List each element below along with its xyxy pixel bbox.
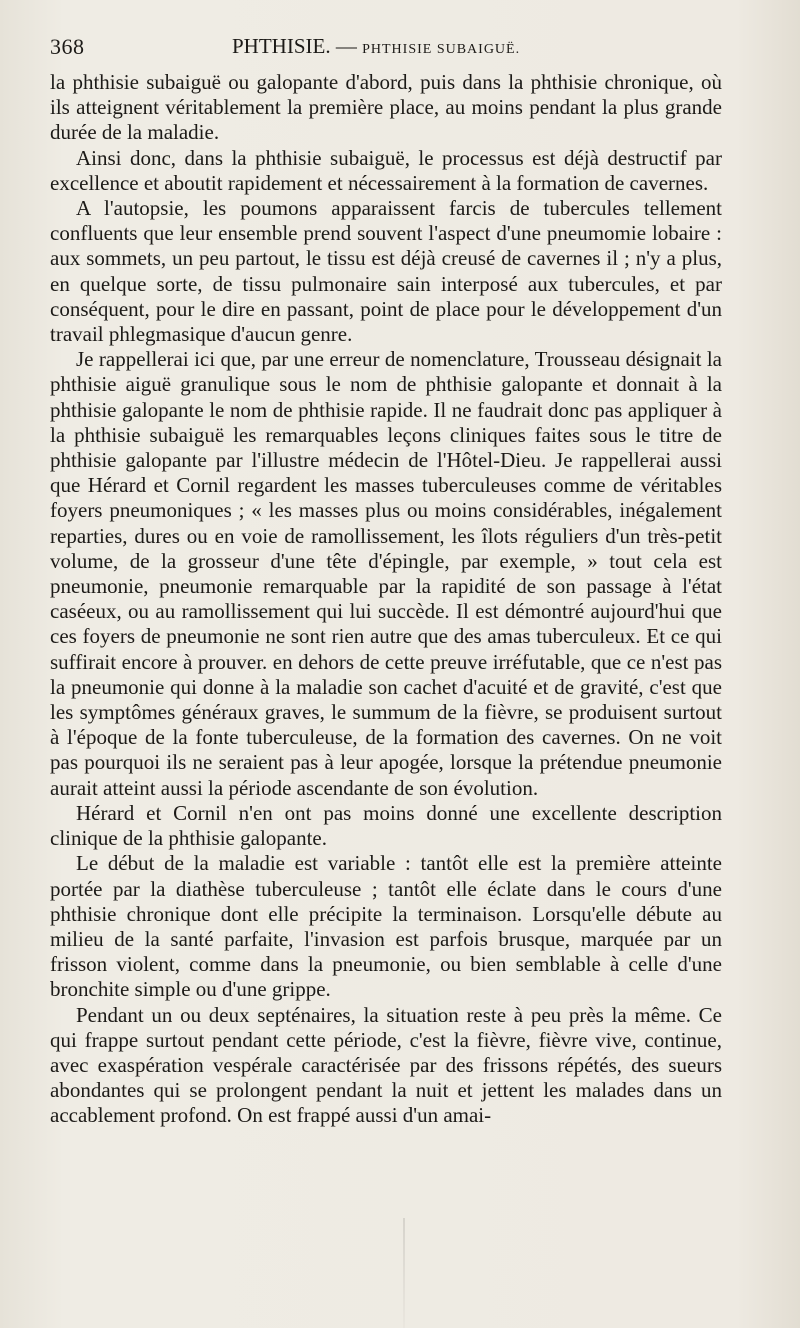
paragraph: Hérard et Cornil n'en ont pas moins donné une excellente description clinique de la phthisie galopante. [50, 800, 722, 851]
running-subtitle: PHTHISIE SUBAIGUË. [362, 42, 521, 57]
page-fold-shadow [403, 1218, 405, 1328]
paragraph: la phthisie subaiguë ou galopante d'abord, puis dans la phthisie chronique, où ils atteignent véritablement la première place, au moins pendant la plus grande durée de la maladie. [50, 70, 722, 145]
page-number: 368 [50, 34, 85, 59]
running-title: PHTHISIE. [232, 34, 331, 58]
body-text [50, 70, 722, 1129]
page-header [50, 34, 720, 64]
running-head-separator: — [335, 34, 357, 58]
paragraph: A l'autopsie, les poumons apparaissent farcis de tubercules tellement confluents que leur ensemble prend souvent l'aspect d'une pneumomie lobaire : aux sommets, un peu partout, le tissu est déjà creusé de cavernes il ; n'y a plus, en quelque sorte, de tissu pulmonaire sain interposé aux tubercules, et par conséquent, pour le dire en passant, point de place pour le développement d'un travail phlegmasique d'aucun genre. [50, 196, 722, 347]
paragraph: Le début de la maladie est variable : tantôt elle est la première atteinte portée par la diathèse tuberculeuse ; tantôt elle éclate dans le cours d'une phthisie chronique dont elle précipite la terminaison. Lorsqu'elle débute au milieu de la santé parfaite, l'invasion est parfois brusque, marquée par un frisson violent, comme dans la pneumonie, ou bien semblable à celle d'une bronchite simple ou d'une grippe. [50, 851, 722, 1002]
paragraph: Ainsi donc, dans la phthisie subaiguë, le processus est déjà destructif par excellence et aboutit rapidement et nécessairement à la formation de cavernes. [50, 145, 722, 195]
running-head [232, 34, 520, 59]
paragraph: Je rappellerai ici que, par une erreur de nomenclature, Trousseau désignait la phthisie aiguë granulique sous le nom de phthisie galopante et donnait à la phthisie galopante le nom de phthisie rapide. Il ne faudrait donc pas appliquer à la phthisie subaiguë les remarquables leçons cliniques faites sous le titre de phthisie galopante par l'illustre médecin de l'Hôtel-Dieu. Je rappellerai aussi que Hérard et Cornil regardent les masses tuberculeuses comme de véritables foyers pneumoniques ; « les masses plus ou moins considérables, inégalement reparties, dures ou en voie de ramollissement, les îlots réguliers d'un très-petit volume, de la grosseur d'une tête d'épingle, par exemple, » tout cela est pneumonie, pneumonie remarquable par la rapidité de son passage à l'état caséeux, ou au ramollissement qui lui succède. Il est démontré aujourd'hui que ces foyers de pneumonie ne sont rien autre que des amas tuberculeux. Et ce qui suffirait encore à prouver. en dehors de cette preuve irréfutable, que ce n'est pas la pneumonie qui donne à la maladie son cachet d'acuité et de gravité, c'est que les symptômes généraux graves, le summum de la fièvre, se produisent surtout à l'époque de la fonte tuberculeuse, de la formation des cavernes. On ne voit pas pourquoi ils ne seraient pas à leur apogée, lorsque la prétendue pneumonie aurait atteint aussi la période ascendante de son évolution. [50, 347, 722, 800]
paragraph: Pendant un ou deux septénaires, la situation reste à peu près la même. Ce qui frappe surtout pendant cette période, c'est la fièvre, fièvre vive, continue, avec exaspération vespérale caractérisée par des frissons répétés, des sueurs abondantes qui se prolongent pendant la nuit et jettent les malades dans un accablement profond. On est frappé aussi d'un amai- [50, 1002, 722, 1128]
